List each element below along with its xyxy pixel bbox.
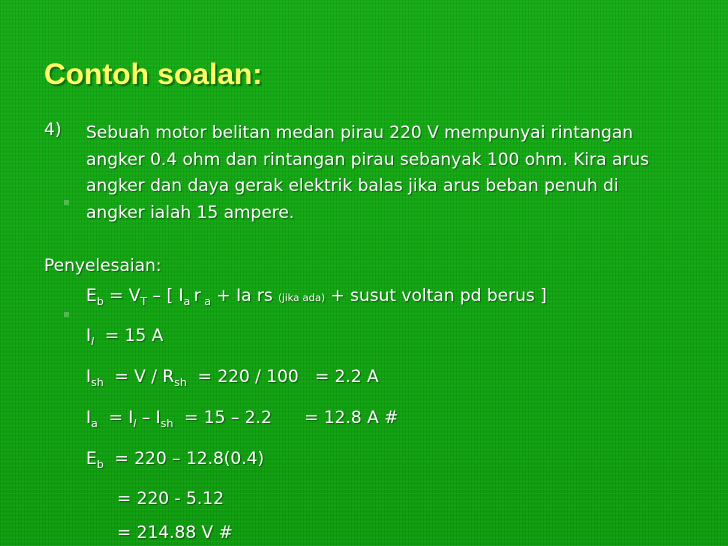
equation-armature-current: $I_a = I_l - I_{sh} = 15 - 2.2$ = 12.8 A #: [86, 408, 399, 430]
equation-back-emf: $E_b = 220 - 12.8(0.4)$: [86, 449, 265, 471]
equation-back-emf-general: $E_b = V_T$ – [ $I_a$ r $_a$ + Ia rs (jika ada) + susut voltan pd berus ]: [86, 286, 547, 308]
equation-result: = 214.88 V #: [117, 523, 233, 543]
question-number: 4): [44, 120, 62, 140]
solution-heading: Penyelesaian:: [44, 256, 162, 276]
bullet-marker: [64, 312, 69, 317]
equation-step: = 220 - 5.12: [117, 489, 224, 509]
question-line: Sebuah motor belitan medan pirau 220 V mempunyai rintangan: [86, 123, 634, 143]
slide-title: Contoh soalan:: [44, 58, 263, 91]
question-text: [86, 120, 696, 226]
question-line: angker dan daya gerak elektrik balas jika arus beban penuh di: [86, 176, 619, 196]
equation-load-current: $I_l = 15$ A: [86, 326, 164, 348]
question-line: angker 0.4 ohm dan rintangan pirau sebanyak 100 ohm. Kira arus: [86, 149, 650, 170]
question-line: angker ialah 15 ampere.: [86, 202, 295, 223]
equation-shunt-current: $I_{sh} = V / R_{sh} = 220 / 100 = 2.2$ A: [86, 367, 379, 389]
bullet-marker: [64, 200, 69, 205]
